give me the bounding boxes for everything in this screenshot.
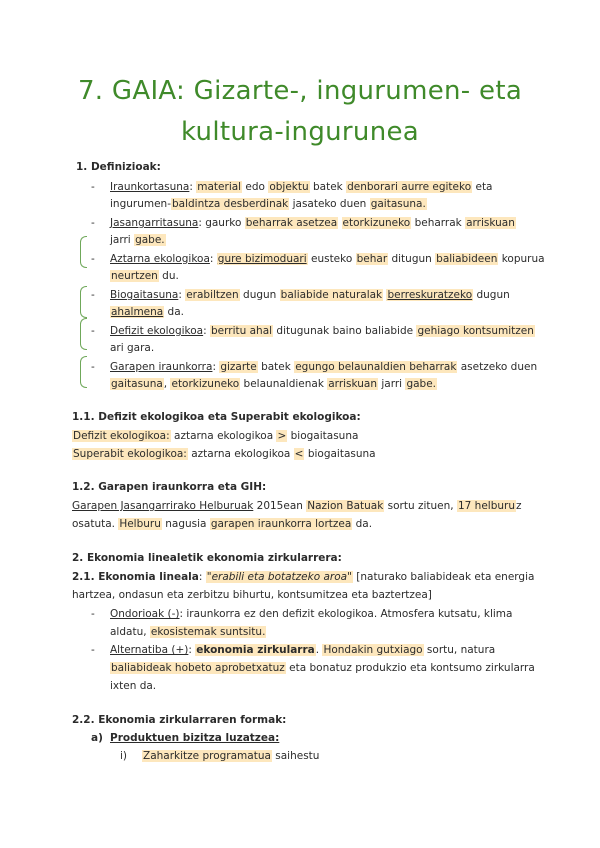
section-1-heading: 1. Definizioak:: [76, 161, 161, 173]
def-defizit-line2: ari gara.: [110, 342, 155, 354]
def-garapen-line1: Garapen iraunkorra: gizarte batek egungo belaunaldien beharrak asetzeko duen: [110, 361, 538, 373]
term-biogaitasuna: Biogaitasuna: [110, 289, 179, 301]
def-biogaitasuna-line2: ahalmena da.: [111, 306, 184, 318]
def-iraunkortasuna-line1: Iraunkortasuna: material edo objektu batek denborari aurre egiteko eta: [110, 181, 493, 193]
alternatiba-line3: ixten da.: [110, 680, 157, 692]
defizit-superabit-line1: Defizit ekologikoa: aztarna ekologikoa > biogaitasuna: [73, 430, 359, 442]
def-jasangarritasuna-line2: jarri gabe.: [110, 234, 165, 246]
def-iraunkortasuna-line2: ingurumen-baldintza desberdinak jasateko duen gaitasuna.: [110, 198, 426, 210]
def-biogaitasuna-line1: Biogaitasuna: erabiltzen dugun baliabide naturalak berreskuratzeko dugun: [110, 289, 510, 301]
gih-line1: Garapen Jasangarrirako Helburuak 2015ean Nazion Batuak sortu zituen, 17 helburuz: [72, 500, 522, 512]
ondorioak-line1: Ondorioak (-): iraunkorra ez den defizit ekologikoa. Atmosfera kutsatu, klima: [110, 608, 513, 620]
form-i-label: i): [120, 750, 128, 762]
left-bracket-4: [80, 356, 87, 388]
left-bracket-2: [80, 286, 87, 318]
page-title-line-2: kultura-ingurunea: [181, 117, 419, 147]
form-a-title: Produktuen bizitza luzatzea:: [110, 732, 280, 744]
ondorioak-line2: aldatu, ekosistemak suntsitu.: [110, 626, 266, 638]
form-a-label: a): [91, 732, 103, 744]
left-bracket-1: [80, 236, 87, 268]
term-jasangarritasuna: Jasangarritasuna: [110, 217, 199, 229]
term-defizit-ekologikoa: Defizit ekologikoa: [110, 325, 204, 337]
section-1-2-heading: 1.2. Garapen iraunkorra eta GIH:: [72, 481, 267, 493]
def-aztarna-line1: Aztarna ekologikoa: gure bizimoduari eusteko behar ditugun baliabideen kopurua: [110, 253, 545, 265]
form-i-text: Zaharkitze programatua saihestu: [143, 750, 320, 762]
section-2-2-heading: 2.2. Ekonomia zirkularraren formak:: [72, 714, 287, 726]
alternatiba-line1: Alternatiba (+): ekonomia zirkularra. Hondakin gutxiago sortu, natura: [110, 644, 496, 656]
def-jasangarritasuna-line1: Jasangarritasuna: gaurko beharrak asetzea etorkizuneko beharrak arriskuan: [110, 217, 515, 229]
left-bracket-3: [80, 318, 87, 350]
def-aztarna-line2: neurtzen du.: [111, 270, 179, 282]
document-page: 7. GAIA: Gizarte-, ingurumen- eta kultura-ingurunea 1. Definizioak: - Iraunkortasuna: material edo objektu batek denborari aurre egiteko eta ingurumen-baldintza desberdinak jasateko duen gaitasuna. - Jasangarritasuna: gaurko beharrak asetzea etorkizuneko beharrak arriskuan jarri gabe. - Aztarna ekologikoa: gure bizimoduari eusteko behar ditugun baliabideen kopurua neurtzen du. - Biogaitasuna: erabiltzen dugun baliabide naturalak berreskuratzeko dugun ahalmena da. - Defizit ekologikoa: berritu ahal ditugunak baino baliabide gehiago kontsumitzen ari gara. - Garapen iraunkorra: gizarte batek egungo belaunaldien beharrak asetzeko duen gaitasuna, etorkizuneko belaunaldienak arriskuan jarri gabe. 1.1. Defizit ekologikoa eta Superabit ekologikoa: Defizit ekologikoa: aztarna ekologikoa > biogaitasuna Superabit ekologikoa: aztarna ekologikoa < biogaitasuna 1.2. Garapen iraunkorra eta GIH: Garapen Jasangarrirako Helburuak 2015ean Nazion Batuak sortu zituen, 17 helburuz osatuta. Helburu nagusia garapen iraunkorra lortzea da. 2. Ekonomia linealetik ekonomia zirkularrera: 2.1. Ekonomia lineala: "erabili eta botatzeko aroa" [naturako baliabideak eta energia hartzea, ondasun eta zerbitzu bihurtu, kontsumitzea eta baztertzea] - Ondorioak (-): iraunkorra ez den defizit ekologikoa. Atmosfera kutsatu, klima aldatu, ekosistemak suntsitu. - Alternatiba (+): ekonomia zirkularra. Hondakin gutxiago sortu, natura baliabideak hobeto aprobetxatuz eta bonatuz produkzio eta kontsumo zirkularra ixten da. 2.2. Ekonomia zirkularraren formak: a) Produktuen bizitza luzatzea: i) Zaharkitze programatua saihestu: [0, 0, 600, 848]
term-garapen-iraunkorra: Garapen iraunkorra: [110, 361, 213, 373]
section-2-heading: 2. Ekonomia linealetik ekonomia zirkularrera:: [72, 552, 342, 564]
defizit-superabit-line2: Superabit ekologikoa: aztarna ekologikoa < biogaitasuna: [73, 448, 376, 460]
page-title-line-1: 7. GAIA: Gizarte-, ingurumen- eta: [77, 76, 523, 106]
def-defizit-line1: Defizit ekologikoa: berritu ahal ditugunak baino baliabide gehiago kontsumitzen: [110, 325, 534, 337]
section-1-1-heading: 1.1. Defizit ekologikoa eta Superabit ekologikoa:: [72, 411, 361, 423]
term-aztarna-ekologikoa: Aztarna ekologikoa: [110, 253, 210, 265]
ekonomia-lineala-line1: 2.1. Ekonomia lineala: "erabili eta botatzeko aroa" [naturako baliabideak eta energia: [72, 571, 535, 583]
def-garapen-line2: gaitasuna, etorkizuneko belaunaldienak arriskuan jarri gabe.: [111, 378, 436, 390]
gih-line2: osatuta. Helburu nagusia garapen iraunkorra lortzea da.: [72, 518, 373, 530]
term-iraunkortasuna: Iraunkortasuna: [110, 181, 190, 193]
alternatiba-line2: baliabideak hobeto aprobetxatuz eta bonatuz produkzio eta kontsumo zirkularra: [111, 662, 535, 674]
ekonomia-lineala-line2: hartzea, ondasun eta zerbitzu bihurtu, kontsumitzea eta baztertzea]: [72, 589, 432, 601]
